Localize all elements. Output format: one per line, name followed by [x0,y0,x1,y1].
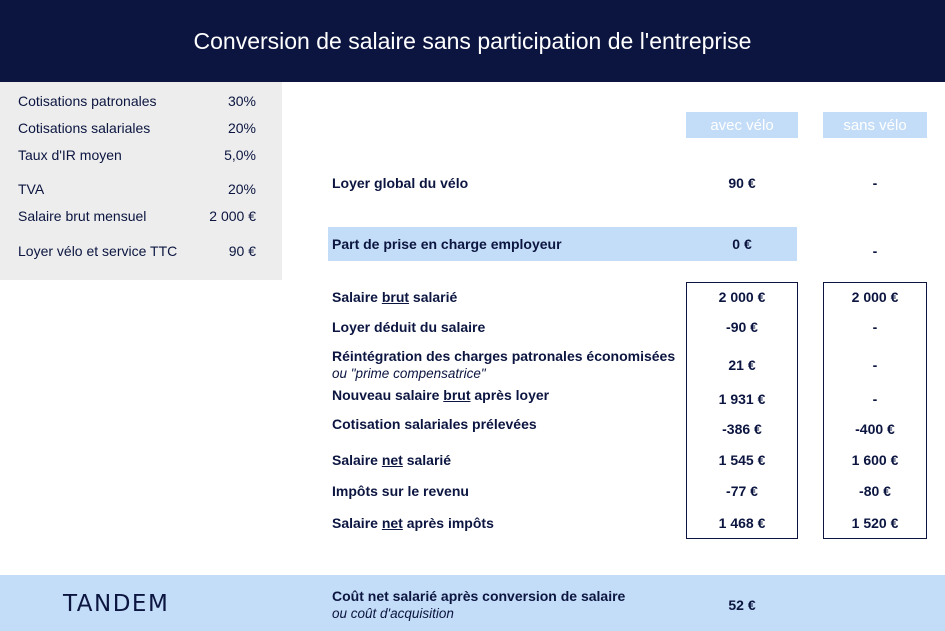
cell-net-apres-impots-without: 1 520 € [851,515,899,531]
cell-reintegration-without: - [872,357,878,373]
param-label: Taux d'IR moyen [18,147,122,163]
page-title: Conversion de salaire sans participation de l'entreprise [193,27,752,54]
param-value: 30% [227,93,256,109]
parameters-panel [0,82,282,280]
footer-label: Coût net salarié après conversion de salaire [332,588,626,604]
param-label: Loyer vélo et service TTC [18,243,178,259]
param-label: Cotisations salariales [18,120,151,136]
row-label-salaire-net: Salaire net salarié [332,452,452,468]
cell-part-employeur-with: 0 € [732,236,752,252]
column-header-without-bike: sans vélo [823,112,927,138]
row-label-reintegration: Réintégration des charges patronales économisées [332,348,676,364]
cell-cotisation-with: -386 € [722,421,762,437]
param-value: 20% [227,120,256,136]
param-value: 20% [227,181,256,197]
cell-salaire-net-with: 1 545 € [718,452,766,468]
footer-sublabel: ou coût d'acquisition [332,606,454,621]
column-header-with-bike: avec vélo [686,112,798,138]
cell-net-apres-impots-with: 1 468 € [718,515,766,531]
row-label-salaire-brut: Salaire brut salarié [332,289,458,305]
cell-nouveau-brut-without: - [872,391,878,407]
footer-value: 52 € [728,597,756,613]
cell-loyer-global-with: 90 € [728,175,756,191]
param-label: Cotisations patronales [18,93,157,109]
cell-salaire-brut-with: 2 000 € [718,289,766,305]
row-sublabel-reintegration: ou "prime compensatrice" [332,366,486,381]
cell-reintegration-with: 21 € [728,357,756,373]
cell-part-employeur-without: - [872,243,878,259]
cell-impots-with: -77 € [726,483,758,499]
row-label-impots: Impôts sur le revenu [332,483,469,499]
cell-loyer-deduit-with: -90 € [726,319,758,335]
param-value: 5,0% [224,147,256,163]
cell-salaire-brut-without: 2 000 € [851,289,899,305]
row-label-nouveau-brut: Nouveau salaire brut après loyer [332,387,550,403]
param-value: 90 € [228,243,256,259]
cell-nouveau-brut-with: 1 931 € [718,391,766,407]
cell-cotisation-without: -400 € [855,421,895,437]
cell-impots-without: -80 € [859,483,891,499]
param-label: TVA [18,181,45,197]
tandem-logo: TANDEM [63,591,170,617]
row-label-loyer-global: Loyer global du vélo [332,175,469,191]
cell-loyer-global-without: - [872,175,878,191]
row-label-net-apres-impots: Salaire net après impôts [332,515,494,531]
row-label-part-employeur: Part de prise en charge employeur [332,236,562,252]
row-label-loyer-deduit: Loyer déduit du salaire [332,319,486,335]
cell-salaire-net-without: 1 600 € [851,452,899,468]
param-label: Salaire brut mensuel [18,208,147,224]
row-label-cotisation: Cotisation salariales prélevées [332,416,537,432]
cell-loyer-deduit-without: - [872,319,878,335]
param-value: 2 000 € [209,208,256,224]
header-bar [0,0,945,82]
